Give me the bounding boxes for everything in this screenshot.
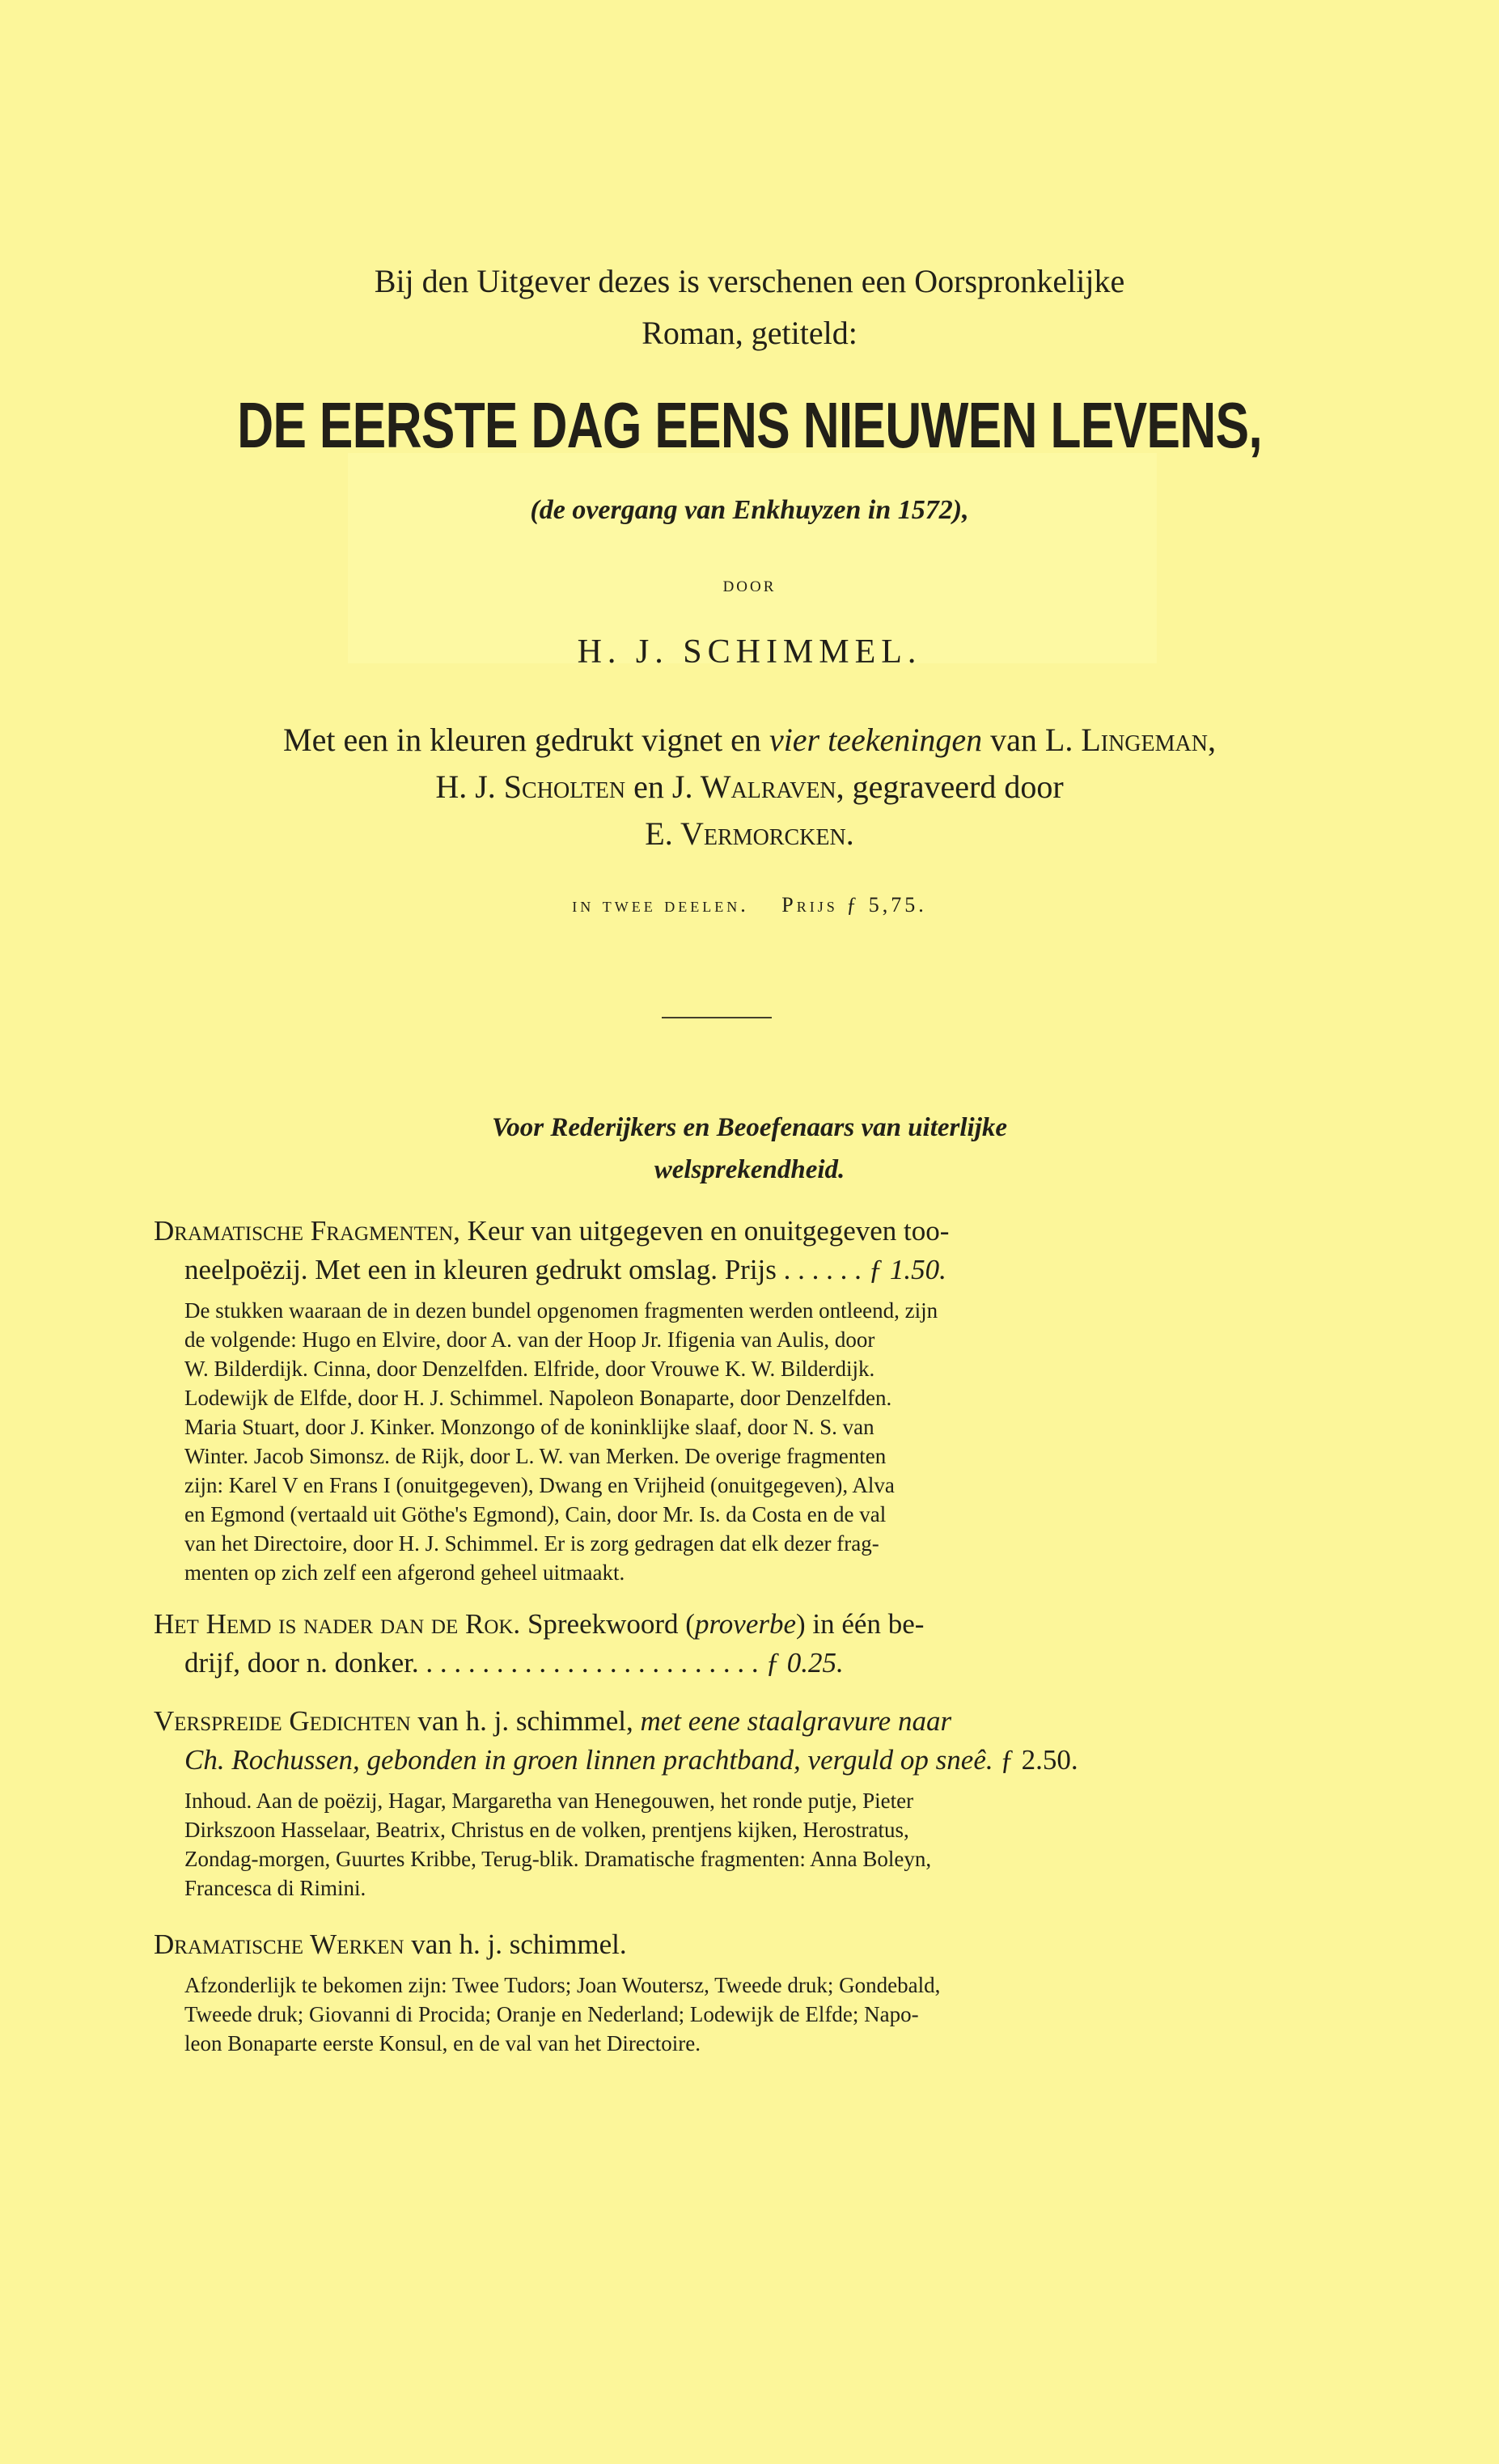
- entry-head-line-1: Dramatische Werken van h. j. schimmel.: [154, 1928, 627, 1960]
- werken-line: Tweede druk; Giovanni di Procida; Oranje en Nederland; Lodewijk de Elfde; Napo-: [184, 2002, 919, 2026]
- contents-line: Inhoud. Aan de poëzij, Hagar, Margaretha van Henegouwen, het ronde putje, Pieter: [184, 1789, 914, 1813]
- vignet-line-2: H. J. Scholten en J. Walraven, gegraveerd door: [435, 768, 1064, 805]
- werken-list: [154, 1971, 1286, 2058]
- description-line: Maria Stuart, door J. Kinker. Monzongo of de koninklijke slaaf, door N. S. van: [184, 1415, 874, 1439]
- description-line: W. Bilderdijk. Cinna, door Denzelfden. Elfride, door Vrouwe K. W. Bilderdijk.: [184, 1357, 875, 1381]
- werken-line: Afzonderlijk te bekomen zijn: Twee Tudors; Joan Woutersz, Tweede druk; Gondebald,: [184, 1973, 941, 1997]
- entry-verspreide-gedichten: [154, 1702, 1286, 1903]
- book-subtitle: (de overgang van Enkhuyzen in 1572),: [530, 495, 969, 525]
- description-line: De stukken waaraan de in dezen bundel opgenomen fragmenten werden ontleend, zijn: [184, 1298, 938, 1323]
- werken-line: leon Bonaparte eerste Konsul, en de val van het Directoire.: [184, 2031, 701, 2055]
- description-line: de volgende: Hugo en Elvire, door A. van der Hoop Jr. Ifigenia van Aulis, door: [184, 1327, 875, 1352]
- vignet-line-1: Met een in kleuren gedrukt vignet en vier teekeningen van L. Lingeman,: [283, 722, 1216, 758]
- entry-dramatische-werken: [154, 1925, 1286, 2058]
- vignet-line-3: E. Vermorcken.: [645, 815, 854, 852]
- entry-het-hemd: [154, 1605, 1286, 1683]
- description-line: en Egmond (vertaald uit Göthe's Egmond), Cain, door Mr. Is. da Costa en de val: [184, 1502, 887, 1526]
- author-name: H. J. SCHIMMEL.: [577, 633, 922, 671]
- price-line: in twee deelen. Prijs ƒ 5,75.: [572, 893, 927, 917]
- section-heading-line-1: Voor Rederijkers en Beoefenaars van uiterlijke: [491, 1113, 1008, 1142]
- gedichten-contents: [154, 1786, 1286, 1903]
- contents-line: Zondag-morgen, Guurtes Kribbe, Terug-blik. Dramatische fragmenten: Anna Boleyn,: [184, 1847, 932, 1871]
- divider: [662, 1017, 772, 1018]
- description-line: van het Directoire, door H. J. Schimmel. Er is zorg gedragen dat elk dezer frag-: [184, 1531, 879, 1556]
- description-line: Lodewijk de Elfde, door H. J. Schimmel. Napoleon Bonaparte, door Denzelfden.: [184, 1386, 892, 1410]
- description-line: zijn: Karel V en Frans I (onuitgegeven), Dwang en Vrijheid (onuitgegeven), Alva: [184, 1473, 895, 1497]
- section-heading-line-2: welsprekendheid.: [654, 1155, 845, 1184]
- contents-line: Dirkszoon Hasselaar, Beatrix, Christus en de volken, prentjens kijken, Herostratus,: [184, 1818, 909, 1842]
- fragmenten-description: [154, 1296, 1286, 1587]
- entry-head-line-1: Het Hemd is nader dan de Rok. Spreekwoord (proverbe) in één be-: [154, 1608, 925, 1640]
- entry-dramatische-fragmenten: [154, 1212, 1286, 1587]
- entry-head-line-1: Verspreide Gedichten van h. j. schimmel, met eene staalgravure naar: [154, 1705, 952, 1737]
- intro-line-1: Bij den Uitgever dezes is verschenen een Oorspronkelijke: [374, 263, 1125, 299]
- book-title: DE EERSTE DAG EENS NIEUWEN LEVENS,: [237, 389, 1262, 461]
- description-line: Winter. Jacob Simonsz. de Rijk, door L. W. van Merken. De overige fragmenten: [184, 1444, 887, 1468]
- faded-background-print: [348, 453, 1157, 663]
- entry-head-line-1: Dramatische Fragmenten, Keur van uitgegeven en onuitgegeven too-: [154, 1215, 950, 1247]
- intro-line-2: Roman, getiteld:: [642, 315, 857, 351]
- entry-head-line-2: Ch. Rochussen, gebonden in groen linnen prachtband, verguld op sneê. ƒ 2.50.: [184, 1744, 1078, 1776]
- description-line: menten op zich zelf een afgerond geheel uitmaakt.: [184, 1560, 625, 1585]
- contents-line: Francesca di Rimini.: [184, 1876, 366, 1900]
- entry-head-line-2: neelpoëzij. Met een in kleuren gedrukt omslag. Prijs . . . . . . ƒ 1.50.: [184, 1254, 946, 1285]
- entry-head-line-2: drijf, door n. donker. . . . . . . . . . . . . . . . . . . . . . . . . ƒ 0.25.: [184, 1647, 844, 1679]
- door-label: DOOR: [722, 578, 777, 595]
